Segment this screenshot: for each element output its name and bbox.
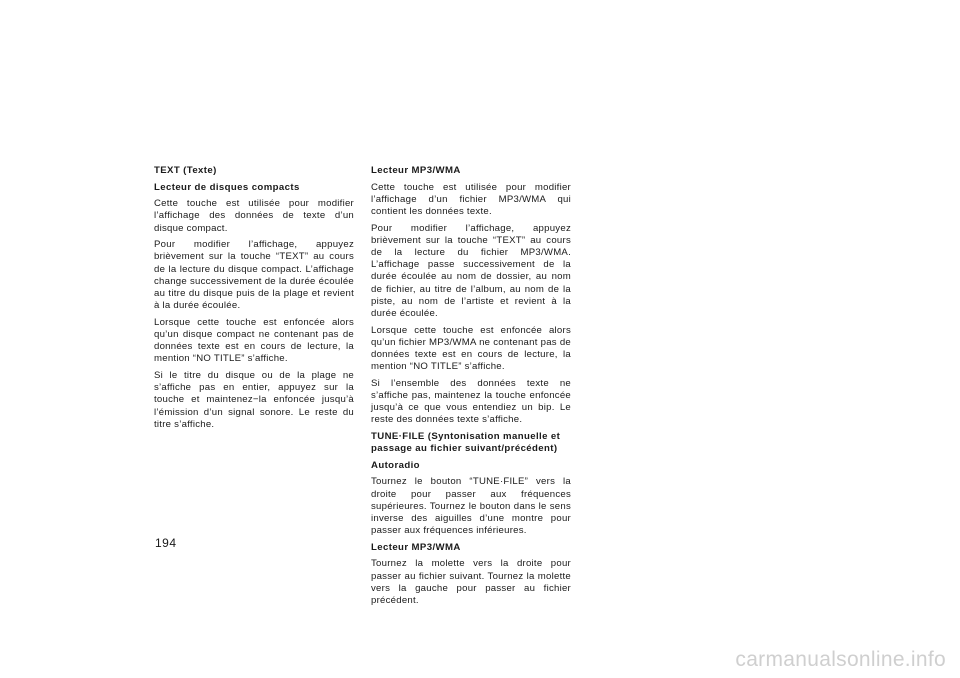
paragraph: Si l’ensemble des données texte ne s’affiche pas, maintenez la touche enfoncée jusqu’à ce que vous entendiez un bip. Le reste des données texte s’affiche. xyxy=(371,377,571,426)
section-heading-text: TEXT (Texte) xyxy=(154,165,217,176)
paragraph: Pour modifier l’affichage, appuyez brièvement sur la touche “TEXT” au cours de la lecture du fichier MP3/WMA. L’affichage passe successivement de la durée écoulée au nom de dossier, au nom de fichier, au titre de l’album, au nom de la piste, au nom de l’artiste et revient à la durée écoulée. xyxy=(371,222,571,320)
paragraph: Pour modifier l’affichage, appuyez brièvement sur la touche “TEXT” au cours de la lecture du disque compact. L’affichage change successivement de la durée écoulée au titre du disque puis de la plage et revient à la durée écoulée. xyxy=(154,239,354,312)
paragraph: Lorsque cette touche est enfoncée alors qu’un disque compact ne contenant pas de données texte est en cours de lecture, la mention “NO TITLE” s’affiche. xyxy=(154,316,354,365)
paragraph: Lorsque cette touche est enfoncée alors qu’un fichier MP3/WMA ne contenant pas de données texte est en cours de lecture, la mention “NO TITLE” s’affiche. xyxy=(371,324,571,373)
subheading-radio: Autoradio xyxy=(371,459,420,471)
left-column xyxy=(154,165,354,435)
subheading-mp3-player: Lecteur MP3/WMA xyxy=(371,541,461,553)
paragraph: Si le titre du disque ou de la plage ne s’affiche pas en entier, appuyez sur la touche et maintenez−la enfoncée jusqu’à l’émission d’un signal sonore. Le reste du titre s’affiche. xyxy=(154,370,354,430)
subheading-cd-player: Lecteur de disques compacts xyxy=(154,181,300,193)
section-heading-tune-file: TUNE·FILE (Syntonisation manuelle et passage au fichier suivant/précédent) xyxy=(371,431,561,455)
page-number: 194 xyxy=(155,536,177,550)
paragraph: Cette touche est utilisée pour modifier l’affichage des données de texte d’un disque compact. xyxy=(154,198,354,234)
right-column xyxy=(371,165,571,612)
subheading-mp3-player: Lecteur MP3/WMA xyxy=(371,165,461,176)
paragraph: Cette touche est utilisée pour modifier l’affichage d’un fichier MP3/WMA qui contient les données texte. xyxy=(371,181,571,217)
watermark: carmanualsonline.info xyxy=(735,648,946,671)
paragraph: Tournez le bouton “TUNE·FILE” vers la droite pour passer aux fréquences supérieures. Tournez le bouton dans le sens inverse des aiguilles d’une montre pour passer aux fréquences inférieures. xyxy=(371,476,571,537)
paragraph: Tournez la molette vers la droite pour passer au fichier suivant. Tournez la molette vers la gauche pour passer au fichier précédent. xyxy=(371,558,571,607)
